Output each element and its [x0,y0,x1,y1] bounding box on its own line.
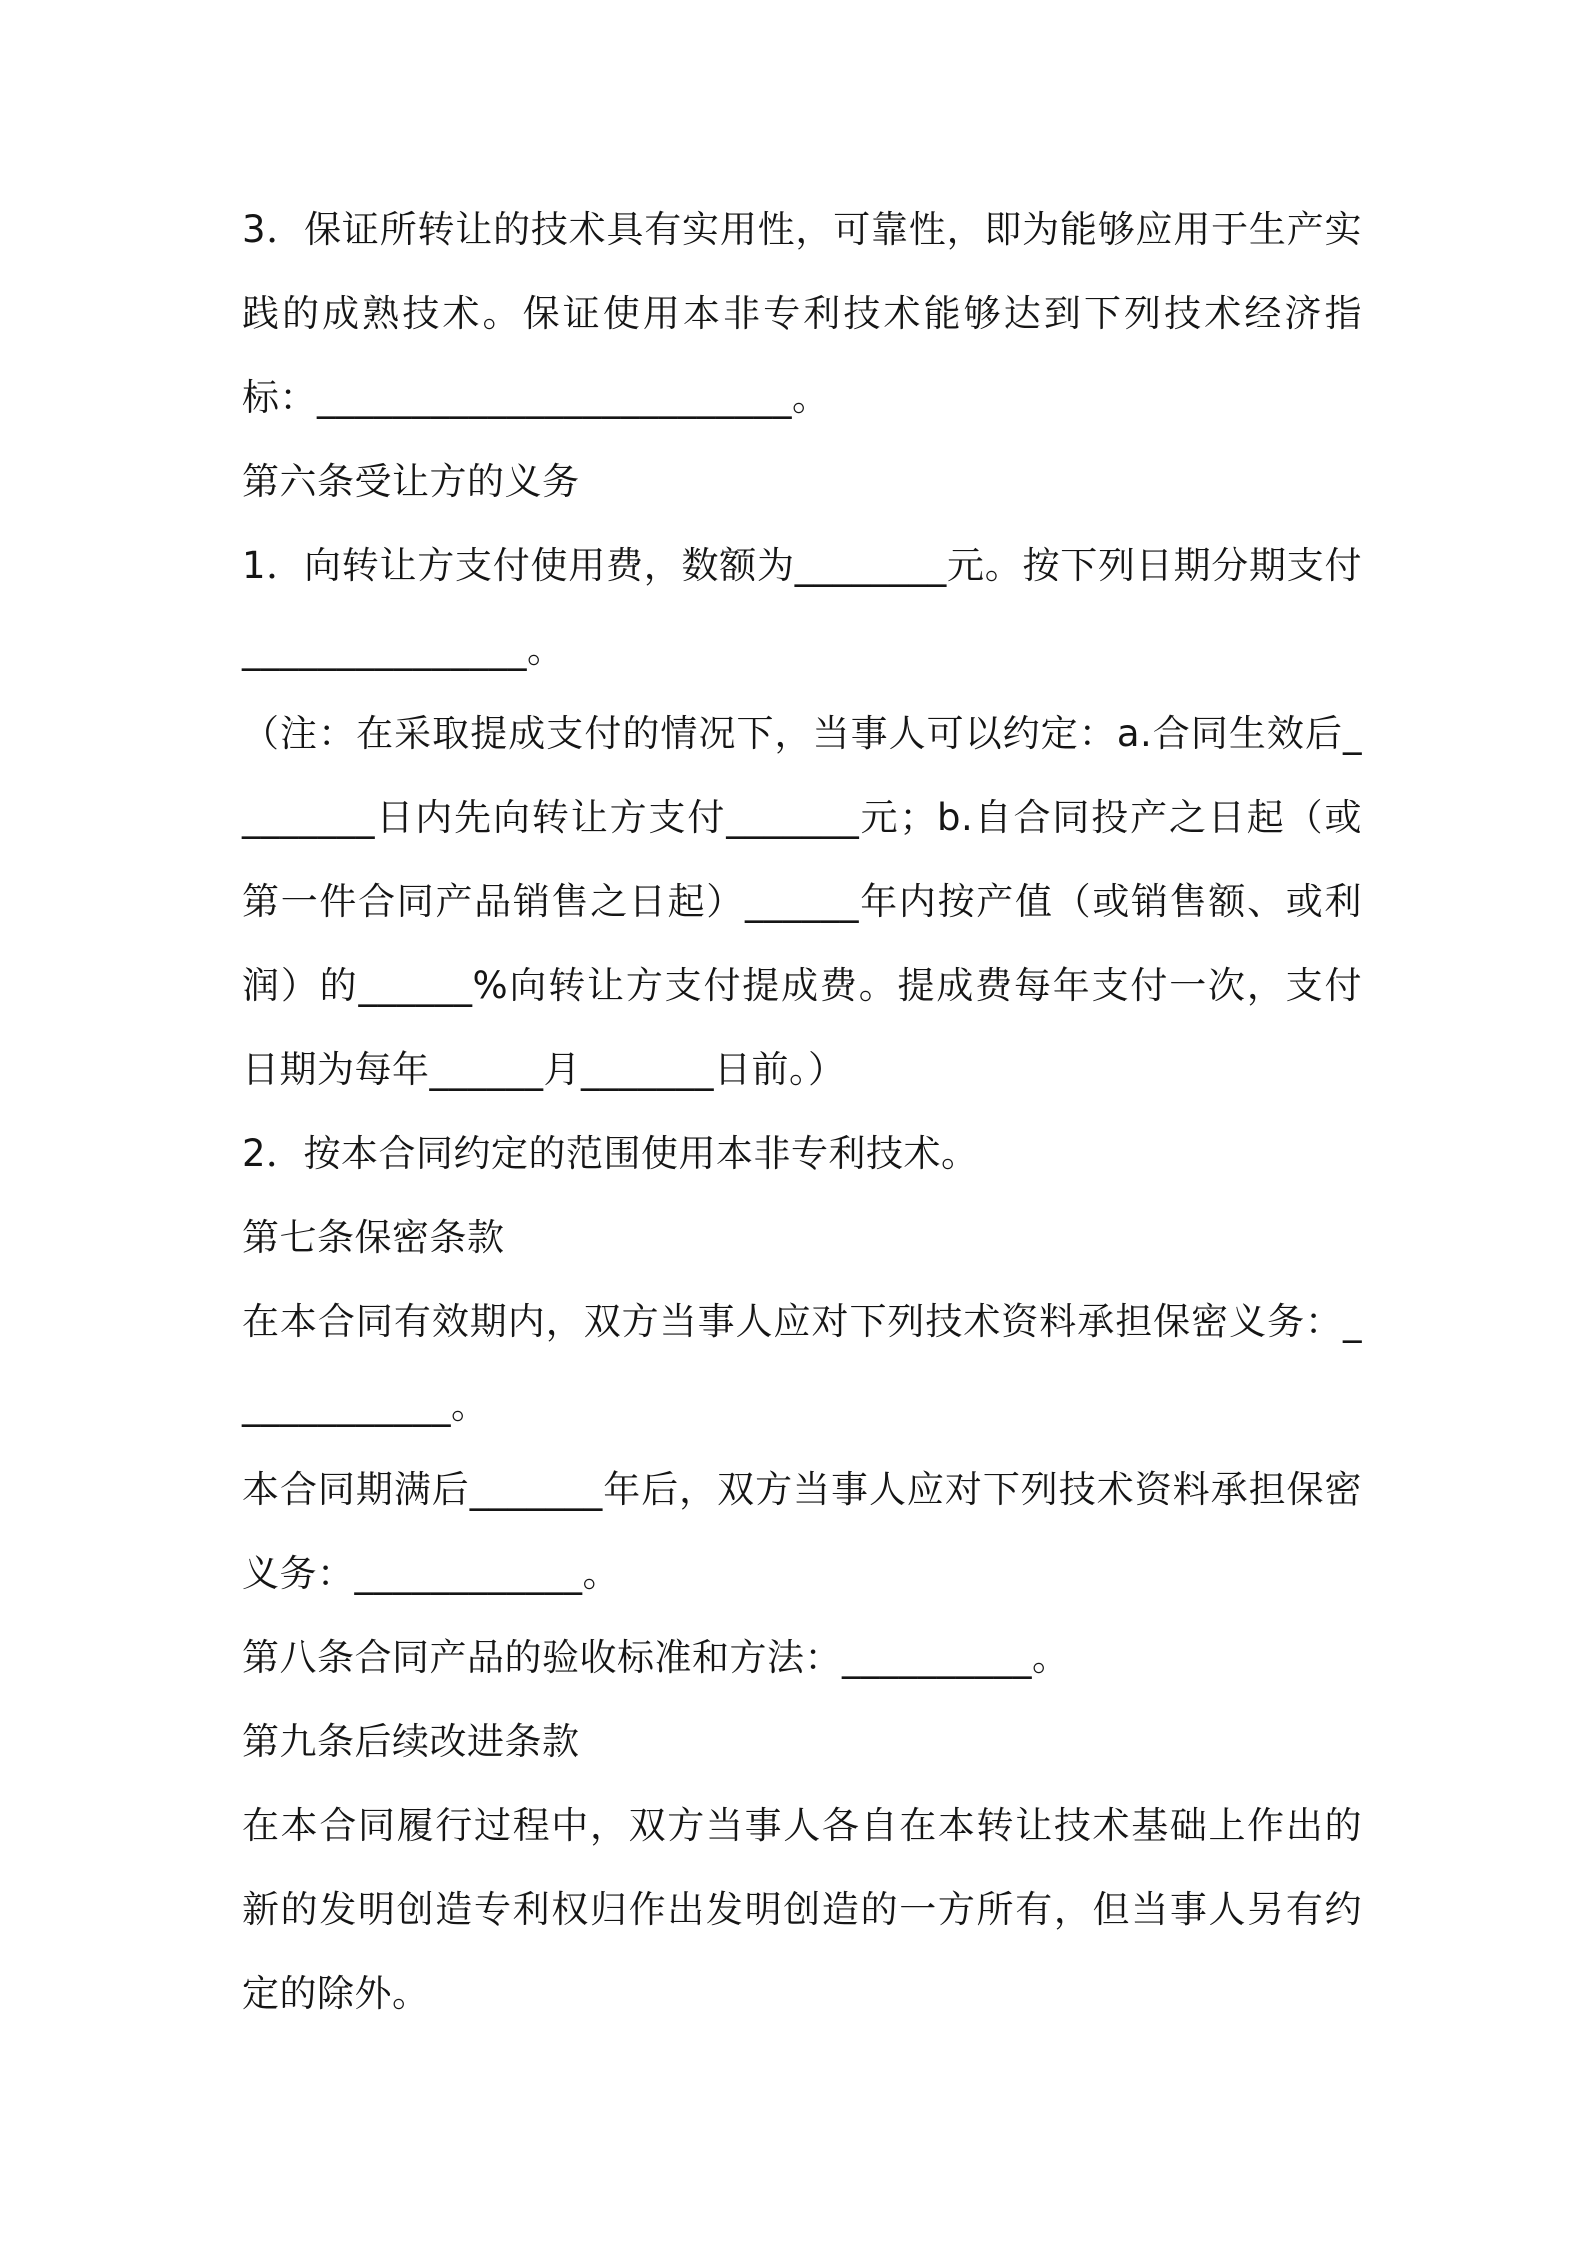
article-8-heading: 第八条合同产品的验收标准和方法：__________。 [242,1636,1070,1679]
article-9-heading: 第九条后续改进条款 [242,1720,580,1763]
clause-6-item-1: 1．向转让方支付使用费，数额为________元。按下列日期分期支付_______________。 [242,544,1362,671]
confidentiality-during-term: 在本合同有效期内，双方当事人应对下列技术资料承担保密义务：____________。 [242,1300,1362,1427]
clause-6-note: （注：在采取提成支付的情况下，当事人可以约定：a.合同生效后________日内先向转让方支付_______元；b.自合同投产之日起（或第一件合同产品销售之日起）______年内按产值（或销售额、或利润）的______%向转让方支付提成费。提成费每年支付一次，支付日期为每年______月_______日前。） [242,712,1362,1091]
clause-6-item-2: 2．按本合同约定的范围使用本非专利技术。 [242,1132,979,1175]
article-6-heading: 第六条受让方的义务 [242,460,580,503]
article-9-body: 在本合同履行过程中，双方当事人各自在本转让技术基础上作出的新的发明创造专利权归作出发明创造的一方所有，但当事人另有约定的除外。 [242,1804,1362,2015]
article-7-heading: 第七条保密条款 [242,1216,505,1259]
confidentiality-after-term: 本合同期满后_______年后，双方当事人应对下列技术资料承担保密义务：____________。 [242,1468,1362,1595]
document-body [242,188,1362,2036]
clause-5-item-3: 3．保证所转让的技术具有实用性，可靠性，即为能够应用于生产实践的成熟技术。保证使用本非专利技术能够达到下列技术经济指标：_________________________。 [242,208,1362,419]
